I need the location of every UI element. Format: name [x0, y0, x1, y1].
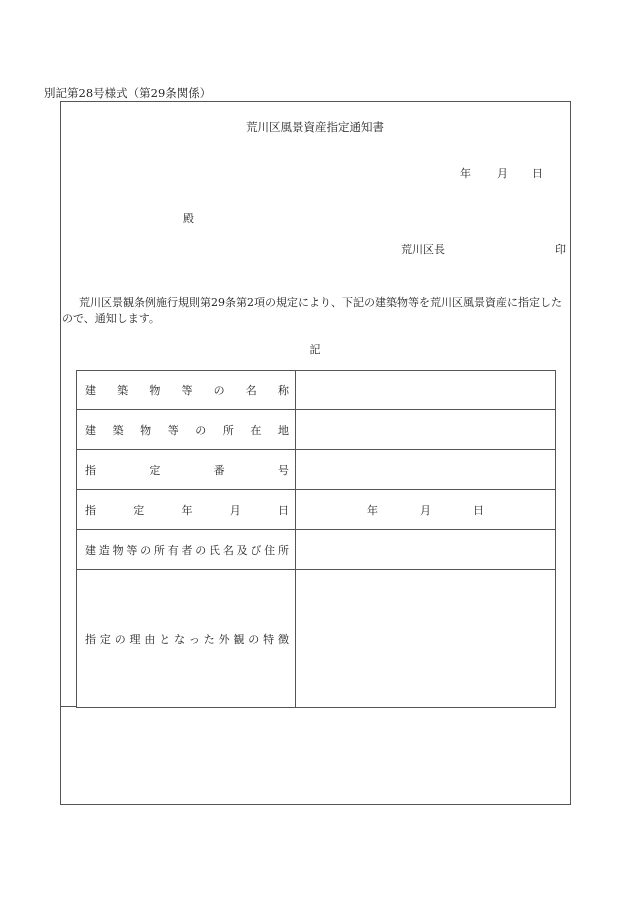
label-char: の: [114, 632, 126, 646]
label-char: 外: [218, 632, 230, 646]
row-value[interactable]: [296, 450, 556, 490]
label-char: 在: [250, 423, 262, 437]
row-label: [77, 371, 296, 410]
designation-date-value: [296, 502, 555, 518]
label-char: の: [195, 423, 207, 437]
label-char: 称: [277, 384, 289, 397]
row-value[interactable]: [296, 570, 556, 708]
label-char: 観: [233, 632, 245, 646]
label-char: 築: [112, 423, 124, 437]
label-char: 建: [85, 423, 96, 437]
label-char: と: [159, 632, 171, 646]
label-char: 日: [278, 503, 289, 517]
label-char: 年: [181, 503, 193, 517]
value-year: 年: [367, 503, 378, 517]
row-label: [77, 450, 296, 490]
label-char: び: [250, 543, 262, 557]
sender-label: 荒川区長: [401, 243, 445, 256]
label-char: 所: [153, 543, 165, 557]
label-char: 造: [98, 543, 110, 557]
label-char: 有: [167, 543, 179, 557]
label-char: 物: [149, 384, 161, 397]
label-char: 物: [140, 423, 152, 437]
ki-heading: 記: [309, 343, 321, 356]
frame-tick: [60, 706, 76, 707]
row-value[interactable]: [296, 410, 556, 450]
label-char: 所: [277, 543, 289, 557]
document-title: 荒川区風景資産指定通知書: [246, 120, 384, 134]
row-label-text: [77, 382, 295, 398]
table-row: [77, 570, 556, 708]
label-char: 氏: [209, 543, 221, 557]
label-char: っ: [188, 632, 200, 646]
value-month: 月: [420, 503, 431, 517]
label-char: な: [174, 632, 186, 646]
row-value[interactable]: [296, 371, 556, 410]
label-char: 号: [277, 463, 289, 477]
label-char: 理: [129, 632, 141, 646]
label-char: 定: [99, 632, 111, 646]
label-char: の: [213, 384, 225, 397]
table-row: [77, 450, 556, 490]
label-char: 等: [167, 423, 179, 437]
row-value[interactable]: [296, 530, 556, 570]
label-char: の: [248, 632, 260, 646]
row-label-text: [77, 502, 295, 518]
label-char: 特: [263, 632, 275, 646]
label-char: 指: [85, 503, 96, 517]
row-label: [77, 490, 296, 530]
row-label: [77, 570, 296, 708]
label-char: 等: [126, 543, 138, 557]
label-char: 徴: [277, 632, 289, 646]
row-label-text: [77, 422, 295, 438]
row-label-text: [77, 542, 295, 558]
label-char: 由: [144, 632, 156, 646]
table-row: [77, 490, 556, 530]
label-char: 物: [112, 543, 124, 557]
label-char: 所: [222, 423, 234, 437]
label-char: 名: [245, 384, 257, 397]
addressee-suffix: 殿: [183, 212, 194, 225]
details-table: [76, 370, 556, 708]
label-char: た: [203, 632, 215, 646]
label-char: 住: [264, 543, 276, 557]
row-label: [77, 530, 296, 570]
label-char: の: [140, 543, 152, 557]
row-label: [77, 410, 296, 450]
date-day: 日: [532, 167, 543, 180]
label-char: 指: [85, 463, 96, 477]
label-char: 定: [149, 463, 161, 477]
label-char: 地: [277, 423, 289, 437]
label-char: 指: [85, 632, 96, 646]
label-char: 築: [117, 384, 129, 397]
label-char: 月: [229, 503, 241, 517]
label-char: 建: [85, 543, 96, 557]
table-row: [77, 410, 556, 450]
label-char: 等: [181, 384, 193, 397]
form-code: 別記第28号様式（第29条関係）: [44, 86, 212, 100]
table-row: [77, 530, 556, 570]
label-char: 定: [133, 503, 145, 517]
label-char: の: [195, 543, 207, 557]
label-char: 及: [236, 543, 248, 557]
row-label-text: [77, 631, 295, 647]
body-text: 荒川区景観条例施行規則第29条第2項の規定により、下記の建築物等を荒川区風景資産に指定したので、通知します。: [62, 296, 562, 325]
label-char: 者: [181, 543, 193, 557]
label-char: 名: [222, 543, 234, 557]
date-month: 月: [497, 167, 508, 180]
row-label-text: [77, 462, 295, 478]
label-char: 番: [213, 463, 225, 477]
seal-mark: 印: [555, 243, 566, 256]
date-year: 年: [460, 167, 471, 180]
label-char: 建: [85, 384, 96, 397]
value-day: 日: [473, 503, 484, 517]
table-row: [77, 371, 556, 410]
row-value[interactable]: [296, 490, 556, 530]
